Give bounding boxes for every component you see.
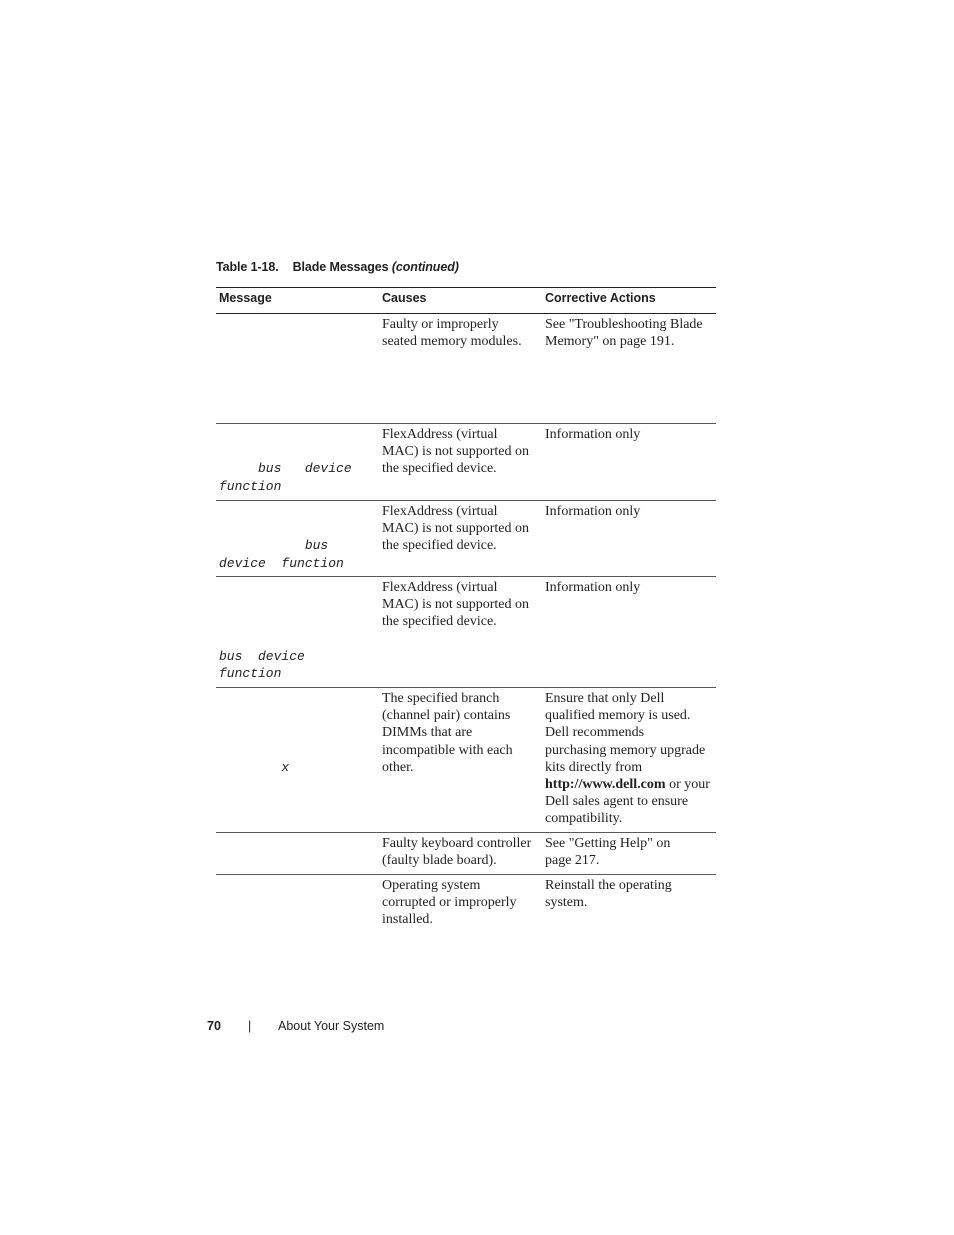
message-cell: bus device function xyxy=(219,538,344,571)
cause-cell: Operating system corrupted or improperly installed. xyxy=(382,878,517,928)
footer-separator: | xyxy=(248,1019,252,1033)
action-cell: See "Getting Help" on page 217. xyxy=(545,836,671,869)
cause-cell: FlexAddress (virtual MAC) is not supported on the specified device. xyxy=(382,580,529,630)
footer-section-title: About Your System xyxy=(278,1019,385,1033)
cause-cell: Faulty keyboard controller (faulty blade board). xyxy=(382,836,532,869)
dell-website-link[interactable]: http://www.dell.com xyxy=(545,777,666,793)
action-cell: Information only xyxy=(545,580,641,595)
message-cell: bus device function xyxy=(219,461,352,494)
table-row xyxy=(216,577,716,688)
action-cell: Reinstall the operating system. xyxy=(545,878,672,911)
cause-cell: Faulty or improperly seated memory modules. xyxy=(382,317,522,350)
action-text: or your Dell sales agent to ensure compatibility. xyxy=(545,777,710,827)
action-text: Ensure that only Dell qualified memory is used. Dell recommends purchasing memory upgrade kits directly from xyxy=(545,691,706,775)
message-cell: bus device function xyxy=(219,648,305,682)
action-cell: Information only xyxy=(545,504,641,519)
action-cell xyxy=(545,690,716,828)
cause-cell: FlexAddress (virtual MAC) is not supported on the specified device. xyxy=(382,504,529,554)
table-row xyxy=(216,833,716,875)
table-caption xyxy=(216,260,459,274)
table-row xyxy=(216,314,716,424)
blade-messages-table xyxy=(216,287,716,935)
table-caption-label: Table 1-18. xyxy=(216,260,279,274)
table-caption-continued: (continued) xyxy=(391,260,459,274)
action-cell: Information only xyxy=(545,427,641,442)
header-causes: Causes xyxy=(382,291,427,305)
table-caption-title: Blade Messages xyxy=(292,260,389,274)
message-cell: x xyxy=(281,759,290,775)
table-header-row xyxy=(216,288,716,314)
action-cell: See "Troubleshooting Blade Memory" on page 191. xyxy=(545,317,703,350)
page-number: 70 xyxy=(207,1019,221,1033)
cause-cell: FlexAddress (virtual MAC) is not supported on the specified device. xyxy=(382,427,529,477)
table-row xyxy=(216,688,716,833)
table-row xyxy=(216,875,716,935)
table-row xyxy=(216,424,716,501)
cause-cell: The specified branch (channel pair) contains DIMMs that are incompatible with each other. xyxy=(382,691,513,775)
header-corrective-actions: Corrective Actions xyxy=(545,291,656,305)
table-row xyxy=(216,501,716,577)
header-message: Message xyxy=(219,291,272,305)
